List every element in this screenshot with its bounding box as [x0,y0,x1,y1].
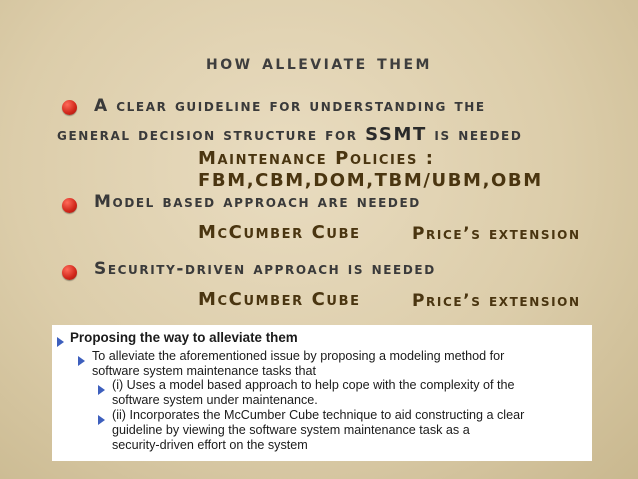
bullet2-mccumber: McCumber Cube [198,222,361,243]
bullet-dot [62,265,77,280]
bullet3-text: Security-driven approach is needed [94,259,436,279]
bullet3-mccumber: McCumber Cube [198,289,361,310]
bullet2-text: Model based approach are needed [94,192,421,212]
bullet1-line2-end: is needed [434,125,523,145]
bullet1-line2 [57,124,522,145]
panel-item3-line3: security-driven effort on the system [112,438,308,452]
panel-item3-line2: guideline by viewing the software system maintenance task as a [112,423,470,437]
triangle-bullet-icon [57,337,64,347]
maintenance-policies-label: Maintenance Policies : [198,148,435,169]
maintenance-policies-list: FBM,CBM,DOM,TBM/UBM,OBM [198,170,543,191]
panel-item2-line2: software system under maintenance. [112,393,318,407]
triangle-bullet-icon [98,385,105,395]
panel-item1-line2: software system maintenance tasks that [92,364,316,378]
panel-item3-line1: (ii) Incorporates the McCumber Cube technique to aid constructing a clear [112,408,525,422]
triangle-bullet-icon [78,356,85,366]
bullet1-line1: A clear guideline for understanding the [94,96,486,116]
panel-heading: Proposing the way to alleviate them [70,330,298,345]
panel-item1-line1: To alleviate the aforementioned issue by proposing a modeling method for [92,349,505,363]
slide-title: how alleviate them [206,50,432,74]
excerpt-panel [52,325,592,461]
bullet-dot [62,100,77,115]
bullet3-price: Price’s extension [412,291,581,311]
bullet-dot [62,198,77,213]
triangle-bullet-icon [98,415,105,425]
bullet2-price: Price’s extension [412,224,581,244]
panel-item2-line1: (i) Uses a model based approach to help cope with the complexity of the [112,378,515,392]
bullet1-line2-text: general decision structure for [57,125,358,145]
bullet1-emph: SSMT [365,124,427,145]
panel-cut [112,325,232,328]
